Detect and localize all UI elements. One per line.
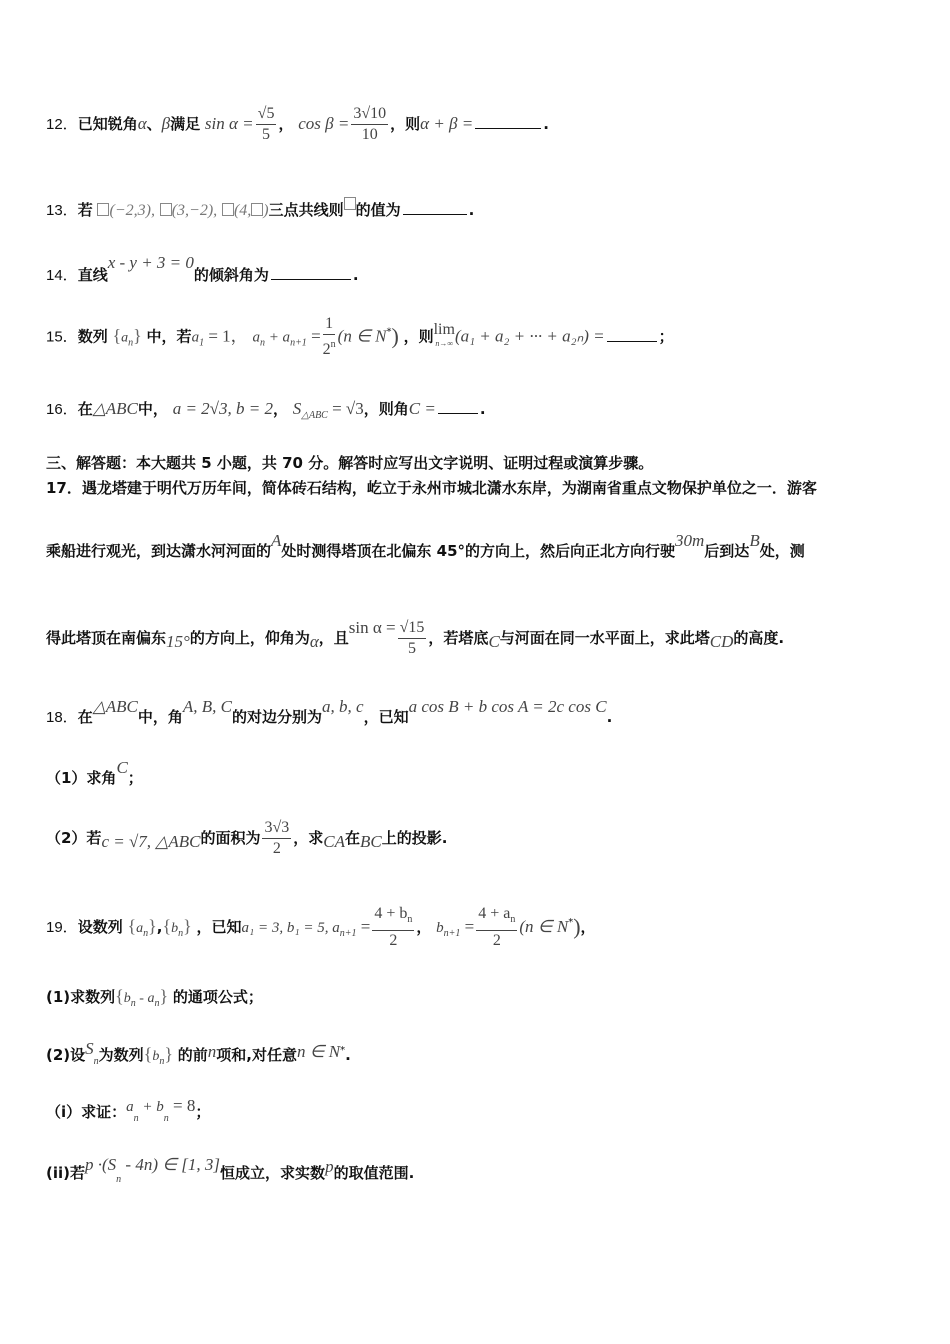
question-17-line-3: 得此塔顶在南偏东15°的方向上，仰角为α，且sin α = $\frac{√15}{5}$ ，若塔底C与河面在同一水平面上，求此塔CD的高度. — [46, 618, 785, 657]
missing-glyph-icon — [222, 203, 234, 216]
fraction: $\frac{1}{2^n}$ — [322, 315, 336, 358]
question-13: 13．若 (−2,3), (3,−2), (4, )三点共线则 的值为 . — [46, 197, 474, 220]
question-15: 15．数列 $\{a_n\}$ 中，若$a_1 = 1$， $a_n + a_{n+1}$ = $\frac{1}{2^n}$ (n ∈ N*) ，则 lim n→∞ (a₁ + a₂ + ··· + a₂ₙ) = ； — [46, 315, 674, 358]
question-14: 14．直线x - y + 3 = 0的倾斜角为 . — [46, 253, 359, 284]
answer-blank — [438, 412, 478, 414]
question-number: 18． — [46, 709, 78, 726]
section-heading: 三、解答题：本大题共 5 小题，共 70 分。解答时应写出文字说明、证明过程或演算步骤。 — [46, 454, 654, 472]
limit: lim n→∞ — [433, 321, 455, 348]
fraction: $\frac{4 + b_n}{2}$ — [374, 905, 413, 949]
answer-blank — [403, 213, 467, 215]
question-17-line-2: 乘船进行观光，到达潇水河河面的A处时测得塔顶在北偏东 45°的方向上，然后向正北方向行驶30m后到达B处，测 — [46, 531, 805, 560]
question-number: 12． — [46, 116, 78, 133]
missing-glyph-icon — [160, 203, 172, 216]
fraction: $\frac{3√3}{2}$ — [264, 819, 290, 857]
question-19-part-i: （i）求证：$a_n + b_n = 8$； — [46, 1096, 211, 1124]
missing-glyph-icon — [97, 203, 109, 216]
fraction: $\frac{√5}{5}$ — [257, 105, 275, 143]
question-19: 19．设数列 $\{a_n\},\{b_n\}$ ，已知a₁ = 3, b₁ = 5, $a_{n+1}$ = $\frac{4 + b_n}{2}$ ， $b_{n+1}$ = $\frac{4 + a_n}{2}$ (n ∈ N*)， — [46, 905, 596, 949]
missing-glyph-icon — [251, 203, 263, 216]
question-19-part-2: (2)设$S_n$为数列$\{b_n\}$ 的前n项和,对任意n ∈ N*. — [46, 1039, 351, 1067]
question-number: 14． — [46, 267, 78, 284]
question-number: 15． — [46, 328, 78, 346]
missing-glyph-icon — [344, 197, 356, 210]
question-19-part-ii: (ii)若$p \cdot(S_n - 4n)$ ∈ [1, 3]恒成立，求实数p的取值范围. — [46, 1155, 415, 1185]
question-number: 13． — [46, 202, 78, 219]
question-number: 19． — [46, 919, 78, 936]
question-18-part-1: （1）求角C； — [46, 758, 143, 787]
question-18: 18．在△ABC中，角A, B, C的对边分别为a, b, c，已知a cos B + b cos A = 2c cos C. — [46, 697, 613, 726]
fraction: $\frac{√15}{5}$ — [399, 619, 425, 657]
fraction: $\frac{3√10}{10}$ — [353, 105, 387, 143]
question-12: 12．已知锐角α、β满足 sin α = $\frac{√5}{5}$ ， cos β = $\frac{3√10}{10}$ ，则α + β = . — [46, 105, 549, 143]
fraction: $\frac{4 + a_n}{2}$ — [478, 905, 516, 949]
answer-blank — [475, 127, 541, 129]
question-16: 16．在△ABC中， a = 2√3, b = 2， $S_{\triangle ABC} = √3$，则角C = . — [46, 399, 486, 421]
question-18-part-2: （2）若c = √7, △ABC的面积为 $\frac{3√3}{2}$ ，求CA在BC上的投影. — [46, 819, 448, 857]
question-17-line-1: 17．遇龙塔建于明代万历年间，简体砖石结构，屹立于永州市城北潇水东岸，为湖南省重点文物保护单位之一．游客 — [46, 479, 817, 497]
question-number: 16． — [46, 401, 78, 418]
answer-blank — [607, 340, 657, 342]
question-19-part-1: (1)求数列$\{b_n - a_n\}$ 的通项公式； — [46, 986, 263, 1009]
answer-blank — [271, 278, 351, 280]
